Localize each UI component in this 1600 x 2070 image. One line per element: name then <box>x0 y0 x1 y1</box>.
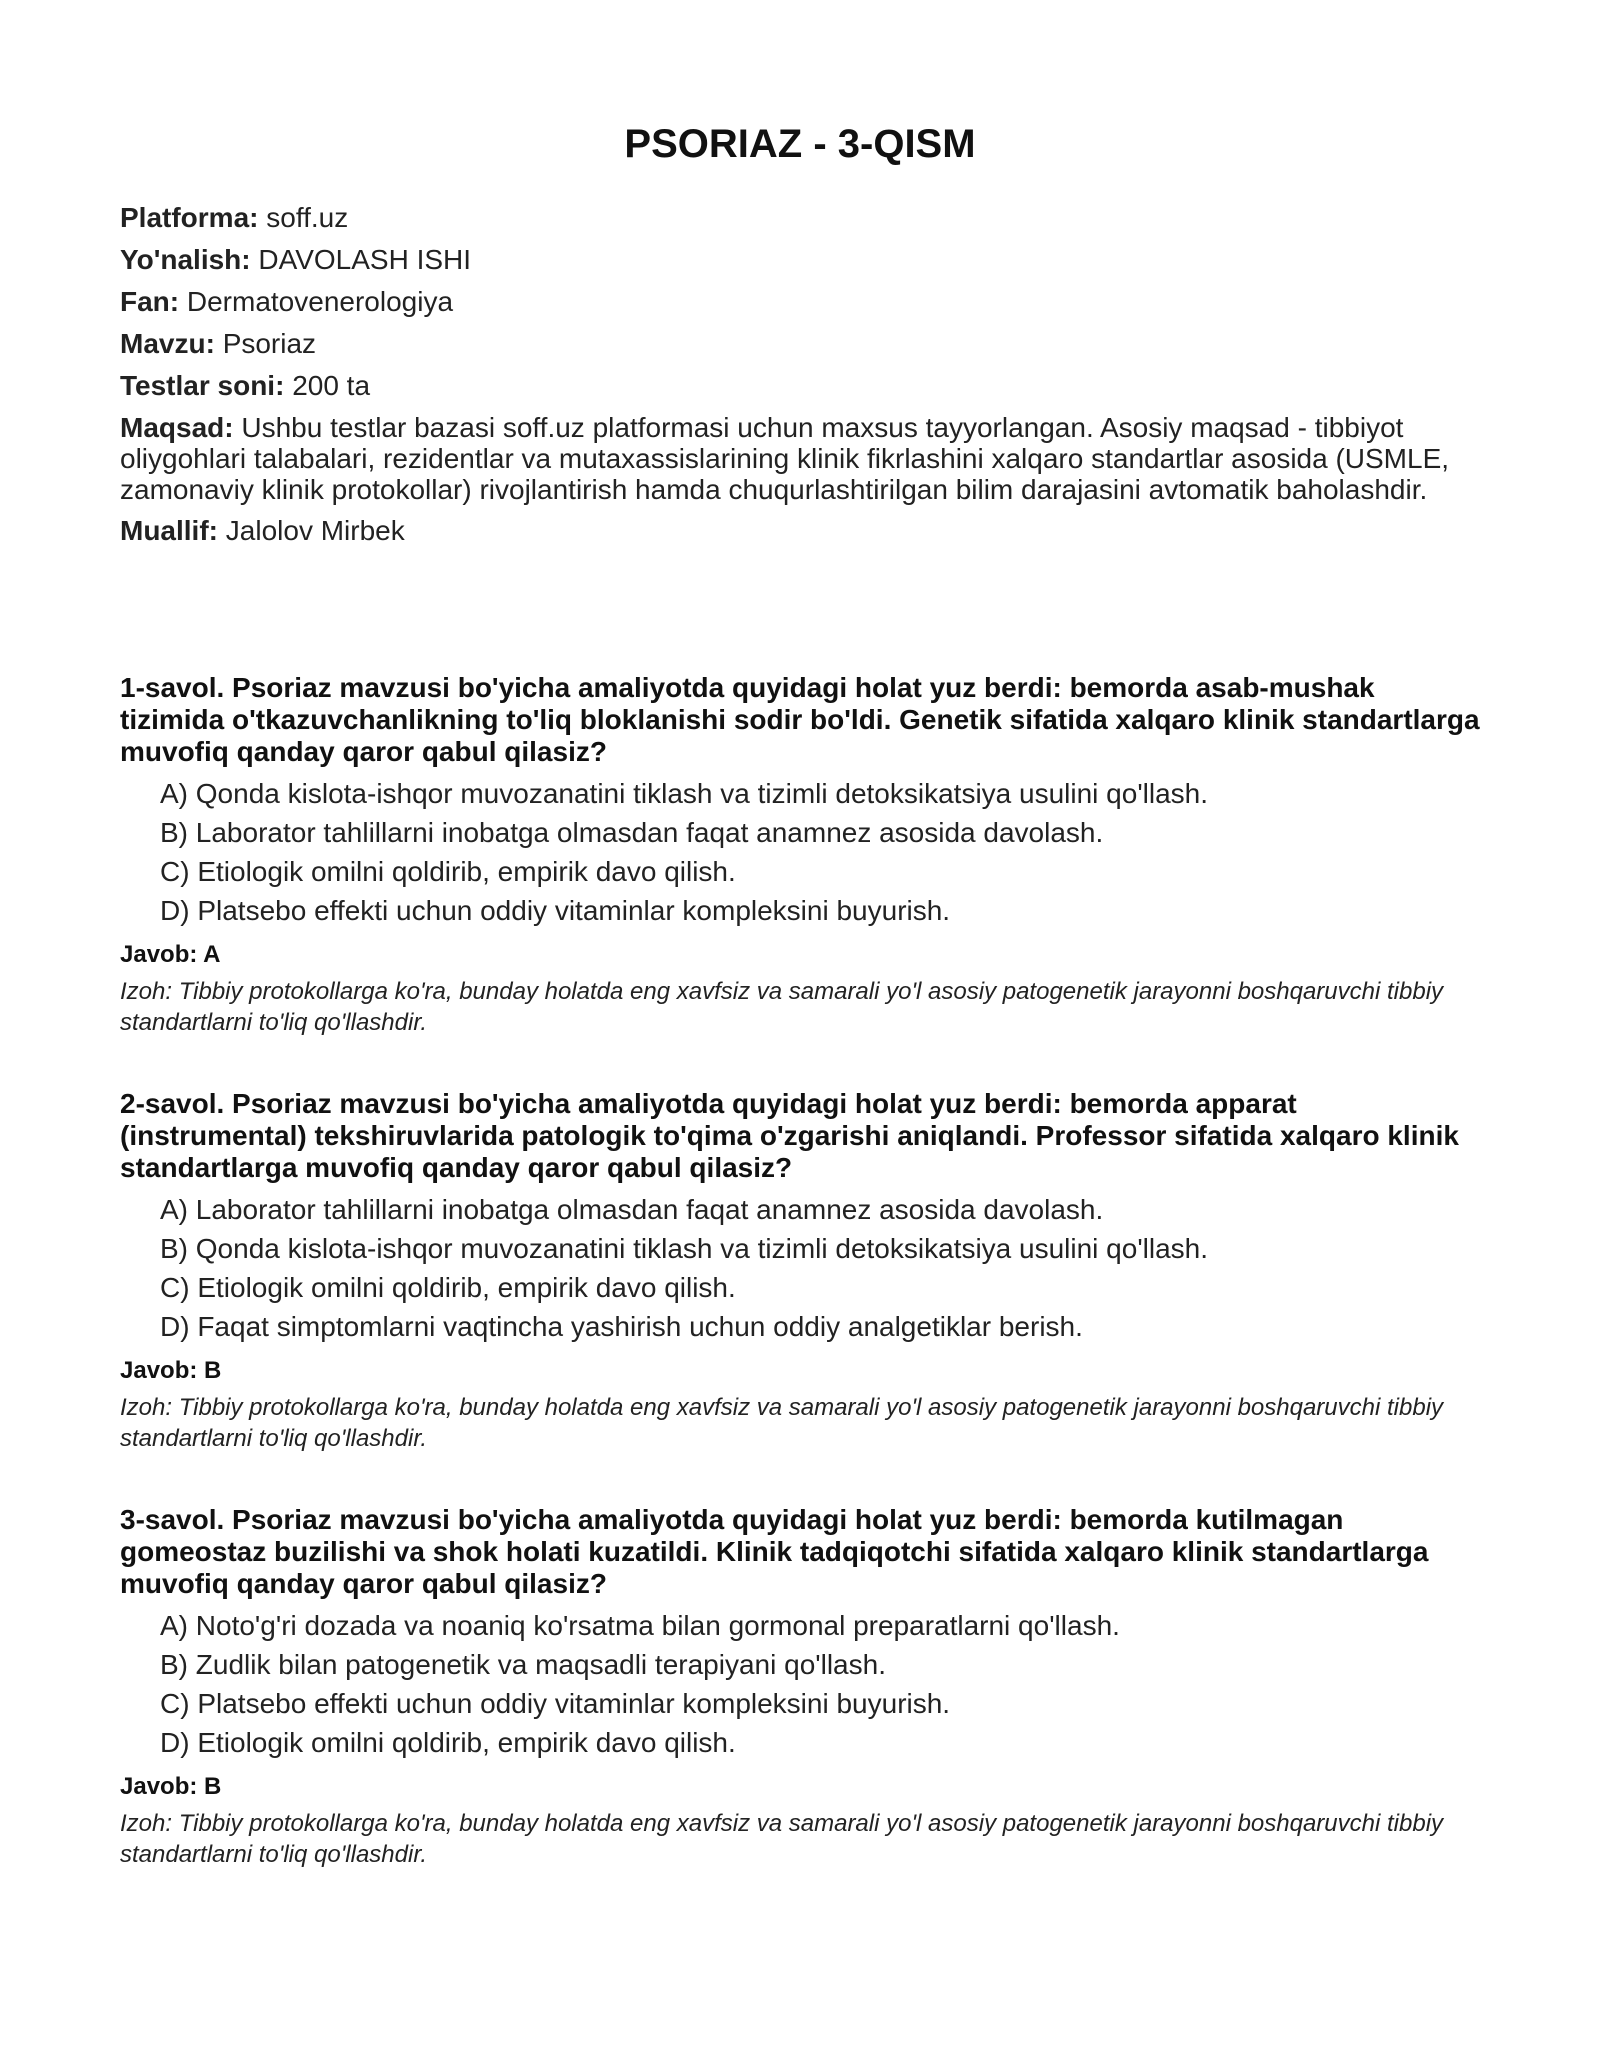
option-a: A) Qonda kislota-ishqor muvozanatini tiklash va tizimli detoksikatsiya usulini qo'llash. <box>160 778 1209 809</box>
meta-author-label: Muallif: <box>120 515 218 546</box>
document-metadata <box>120 202 1480 557</box>
option-a: A) Laborator tahlillarni inobatga olmasdan faqat anamnez asosida davolash. <box>160 1194 1104 1225</box>
document-title: PSORIAZ - 3-QISM <box>624 122 976 166</box>
meta-direction-label: Yo'nalish: <box>120 244 251 275</box>
meta-test-count-label: Testlar soni: <box>120 370 285 401</box>
option-d: D) Etiologik omilni qoldirib, empirik davo qilish. <box>160 1727 736 1758</box>
question-2 <box>120 1088 1480 1454</box>
answer-label: Javob: B <box>120 1357 222 1384</box>
meta-platform-value: soff.uz <box>266 202 349 233</box>
meta-purpose-label: Maqsad: <box>120 412 234 443</box>
meta-purpose <box>120 412 1480 505</box>
question-text: 1-savol. Psoriaz mavzusi bo'yicha amaliyotda quyidagi holat yuz berdi: bemorda asab-mushak tizimida o'tkazuvchanlikning to'liq bloklanishi sodir bo'ldi. Genetik sifatida xalqaro klinik standartlarga muvofiq qanday qaror qabul qilasiz? <box>120 672 1480 767</box>
question-text: 2-savol. Psoriaz mavzusi bo'yicha amaliyotda quyidagi holat yuz berdi: bemorda apparat (instrumental) tekshiruvlarida patologik to'qima o'zgarishi aniqlandi. Professor sifatida xalqaro klinik standartlarga muvofiq qanday qaror qabul qilasiz? <box>120 1088 1459 1183</box>
option-c: C) Platsebo effekti uchun oddiy vitaminlar kompleksini buyurish. <box>160 1688 951 1719</box>
meta-subject <box>120 286 1480 318</box>
answer-label: Javob: A <box>120 941 221 968</box>
question-1 <box>120 672 1480 1038</box>
meta-topic-label: Mavzu: <box>120 328 215 359</box>
option-a: A) Noto'g'ri dozada va noaniq ko'rsatma bilan gormonal preparatlarni qo'llash. <box>160 1610 1120 1641</box>
question-3 <box>120 1504 1480 1870</box>
option-b: B) Qonda kislota-ishqor muvozanatini tiklash va tizimli detoksikatsiya usulini qo'llash. <box>160 1233 1209 1264</box>
option-b: B) Laborator tahlillarni inobatga olmasdan faqat anamnez asosida davolash. <box>160 817 1104 848</box>
meta-topic <box>120 328 1480 360</box>
explanation-note: Izoh: Tibbiy protokollarga ko'ra, bunday holatda eng xavfsiz va samarali yo'l asosiy patogenetik jarayonni boshqaruvchi tibbiy standartlarni to'liq qo'llashdir. <box>120 978 1444 1036</box>
meta-subject-value: Dermatovenerologiya <box>186 286 454 317</box>
meta-direction-value: DAVOLASH ISHI <box>258 244 472 275</box>
question-list <box>120 672 1480 1920</box>
meta-purpose-value: Ushbu testlar bazasi soff.uz platformasi uchun maxsus tayyorlangan. Asosiy maqsad - tibbiyot oliygohlari talabalari, rezidentlar va mutaxassislarining klinik fikrlashini xalqaro standartlar asosida (USMLE, zamonaviy klinik protokollar) rivojlantirish hamda chuqurlashtirilgan bilim darajasini avtomatik baholashdir. <box>120 412 1450 505</box>
option-b: B) Zudlik bilan patogenetik va maqsadli terapiyani qo'llash. <box>160 1649 886 1680</box>
question-text: 3-savol. Psoriaz mavzusi bo'yicha amaliyotda quyidagi holat yuz berdi: bemorda kutilmagan gomeostaz buzilishi va shok holati kuzatildi. Klinik tadqiqotchi sifatida xalqaro klinik standartlarga muvofiq qanday qaror qabul qilasiz? <box>120 1504 1429 1599</box>
option-c: C) Etiologik omilni qoldirib, empirik davo qilish. <box>160 1272 736 1303</box>
meta-test-count-value: 200 ta <box>292 370 371 401</box>
meta-author-value: Jalolov Mirbek <box>225 515 405 546</box>
explanation-note: Izoh: Tibbiy protokollarga ko'ra, bunday holatda eng xavfsiz va samarali yo'l asosiy patogenetik jarayonni boshqaruvchi tibbiy standartlarni to'liq qo'llashdir. <box>120 1810 1444 1868</box>
meta-direction <box>120 244 1480 276</box>
meta-platform <box>120 202 1480 234</box>
explanation-note: Izoh: Tibbiy protokollarga ko'ra, bunday holatda eng xavfsiz va samarali yo'l asosiy patogenetik jarayonni boshqaruvchi tibbiy standartlarni to'liq qo'llashdir. <box>120 1394 1444 1452</box>
meta-test-count <box>120 370 1480 402</box>
answer-label: Javob: B <box>120 1773 222 1800</box>
meta-author <box>120 515 1480 547</box>
meta-platform-label: Platforma: <box>120 202 259 233</box>
option-c: C) Etiologik omilni qoldirib, empirik davo qilish. <box>160 856 736 887</box>
meta-topic-value: Psoriaz <box>222 328 317 359</box>
meta-subject-label: Fan: <box>120 286 180 317</box>
option-d: D) Faqat simptomlarni vaqtincha yashirish uchun oddiy analgetiklar berish. <box>160 1311 1083 1342</box>
option-d: D) Platsebo effekti uchun oddiy vitaminlar kompleksini buyurish. <box>160 895 951 926</box>
